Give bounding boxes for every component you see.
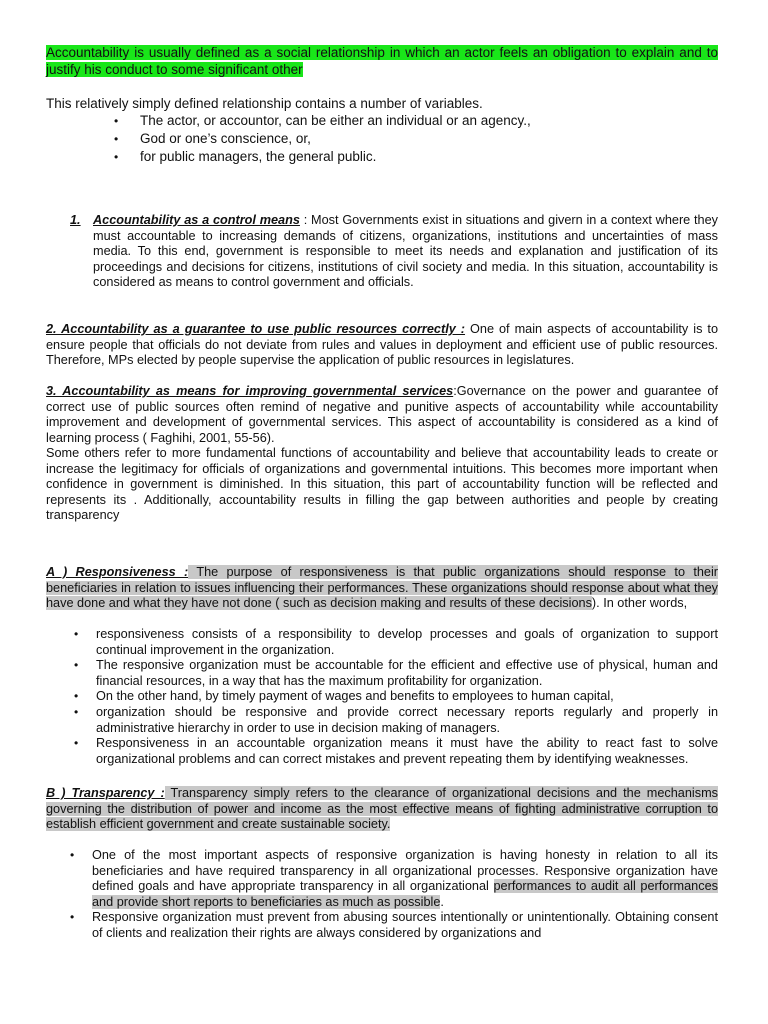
responsiveness-highlight: The purpose of responsiveness is that public organizations should response to their beneficiaries in relation to issues influencing their performances. These organizations should response about what they have done and what they have not done ( such as decision making and results of these decisions [46, 565, 719, 611]
item3-paragraph [46, 384, 718, 446]
intro-bullet-list [46, 112, 718, 166]
item2-heading: 2. Accountability as a guarantee to use public resources correctly : [46, 322, 466, 336]
others-paragraph: Some others refer to more fundamental functions of accountability and believe that accountability leads to create or increase the legitimacy for officials of organizations and governmental intuitions. This becomes more important when confidence in government is diminished. In this situation, this part of accountability function will be reflected and represents its . Additionally, accountability results in filling the gap between authorities and people by creating transparency [46, 446, 718, 523]
transparency-bullet: • Responsive organization must prevent from abusing sources intentionally or unintentionally. Obtaining consent of clients and realization their rights are always considered by organizations and [92, 910, 718, 941]
definition-paragraph [46, 44, 718, 78]
item3-heading: 3. Accountability as means for improving governmental services [46, 384, 454, 398]
intro-lead [46, 95, 718, 112]
item1-text: : Most Governments exist in situations and givern in a context where they must accountable to increasing demands of citizens, organizations, institutions and uncertainties of mass media. To this end, government is responsible to meet its needs and explanation and justification of its proceedings and decisions for citizens, institutions of civil society and media. In this situation, accountability is considered as means to control government and officials. [93, 213, 719, 290]
transparency-bullet1-highlight: performances to audit all performances and provide short reports to beneficiaries as much as possible [92, 879, 718, 909]
transparency-bullet1-end: . [440, 894, 444, 909]
responsiveness-bullet: • organization should be responsive and provide correct necessary reports regularly and properly in administrative hierarchy in order to use in decision making of managers. [96, 705, 718, 736]
responsiveness-bullet: • Responsiveness in an accountable organization means it must have the ability to react fast to solve organizational problems and can correct mistakes and prevent repeating them by identifying weaknesses. [96, 736, 718, 767]
intro-bullet: • The actor, or accountor, can be either an individual or an agency., [140, 112, 718, 130]
intro-bullet: • for public managers, the general public. [140, 148, 718, 166]
item3-text: :Governance on the power and guarantee of correct use of public sources often remind of negative and punitive aspects of accountability while accountability improvement and development of governmental services. This aspect of accountability is considered as a kind of learning process ( Faghihi, 2001, 55-56). [46, 384, 718, 445]
responsiveness-paragraph [46, 565, 718, 612]
intro-lead-text: This relatively simply defined relationship contains a number of variables. [46, 96, 483, 111]
responsiveness-bullet: • The responsive organization must be accountable for the efficient and effective use of physical, human and financial resources, in a way that has the maximum profitability for organization. [96, 658, 718, 689]
transparency-paragraph [46, 786, 718, 833]
responsiveness-bullet: • On the other hand, by timely payment of wages and benefits to employees to human capital, [96, 689, 718, 705]
item1-heading: Accountability as a control means [93, 213, 300, 227]
transparency-bullet1-plain: One of the most important aspects of responsive organization is having honesty in relation to all its beneficiaries and have required transparency in all organizational processes. Responsive organization have defined goals and have appropriate transparency in all organizational [92, 848, 718, 894]
transparency-bullet-list [46, 848, 718, 942]
definition-highlight: Accountability is usually defined as a social relationship in which an actor feels an obligation to explain and to justify his conduct to some significant other [46, 45, 718, 77]
item2-text: One of main aspects of accountability is to ensure people that officials do not deviate from rules and values in deployment and efficient use of public resources. Therefore, MPs elected by people supervise the application of public resources in legislatures. [46, 322, 719, 368]
item1-number: 1. [70, 213, 81, 227]
item1-paragraph [70, 213, 719, 291]
responsiveness-bullet: • responsiveness consists of a responsibility to develop processes and goals of organization to support continual improvement in the organization. [96, 627, 718, 658]
responsiveness-heading: A ) Responsiveness : [46, 565, 189, 579]
intro-bullet: • God or one’s conscience, or, [140, 130, 718, 148]
transparency-highlight: Transparency simply refers to the clearance of organizational decisions and the mechanisms governing the distribution of power and income as the most effective means of fighting administrative corruption to establish efficient government and create sustainable society. [46, 786, 718, 832]
responsiveness-tail: ). In other words, [591, 596, 688, 611]
responsiveness-bullet-list [46, 627, 718, 767]
item2-paragraph [46, 322, 718, 369]
transparency-bullet [92, 848, 718, 910]
transparency-heading: B ) Transparency : [46, 786, 165, 800]
